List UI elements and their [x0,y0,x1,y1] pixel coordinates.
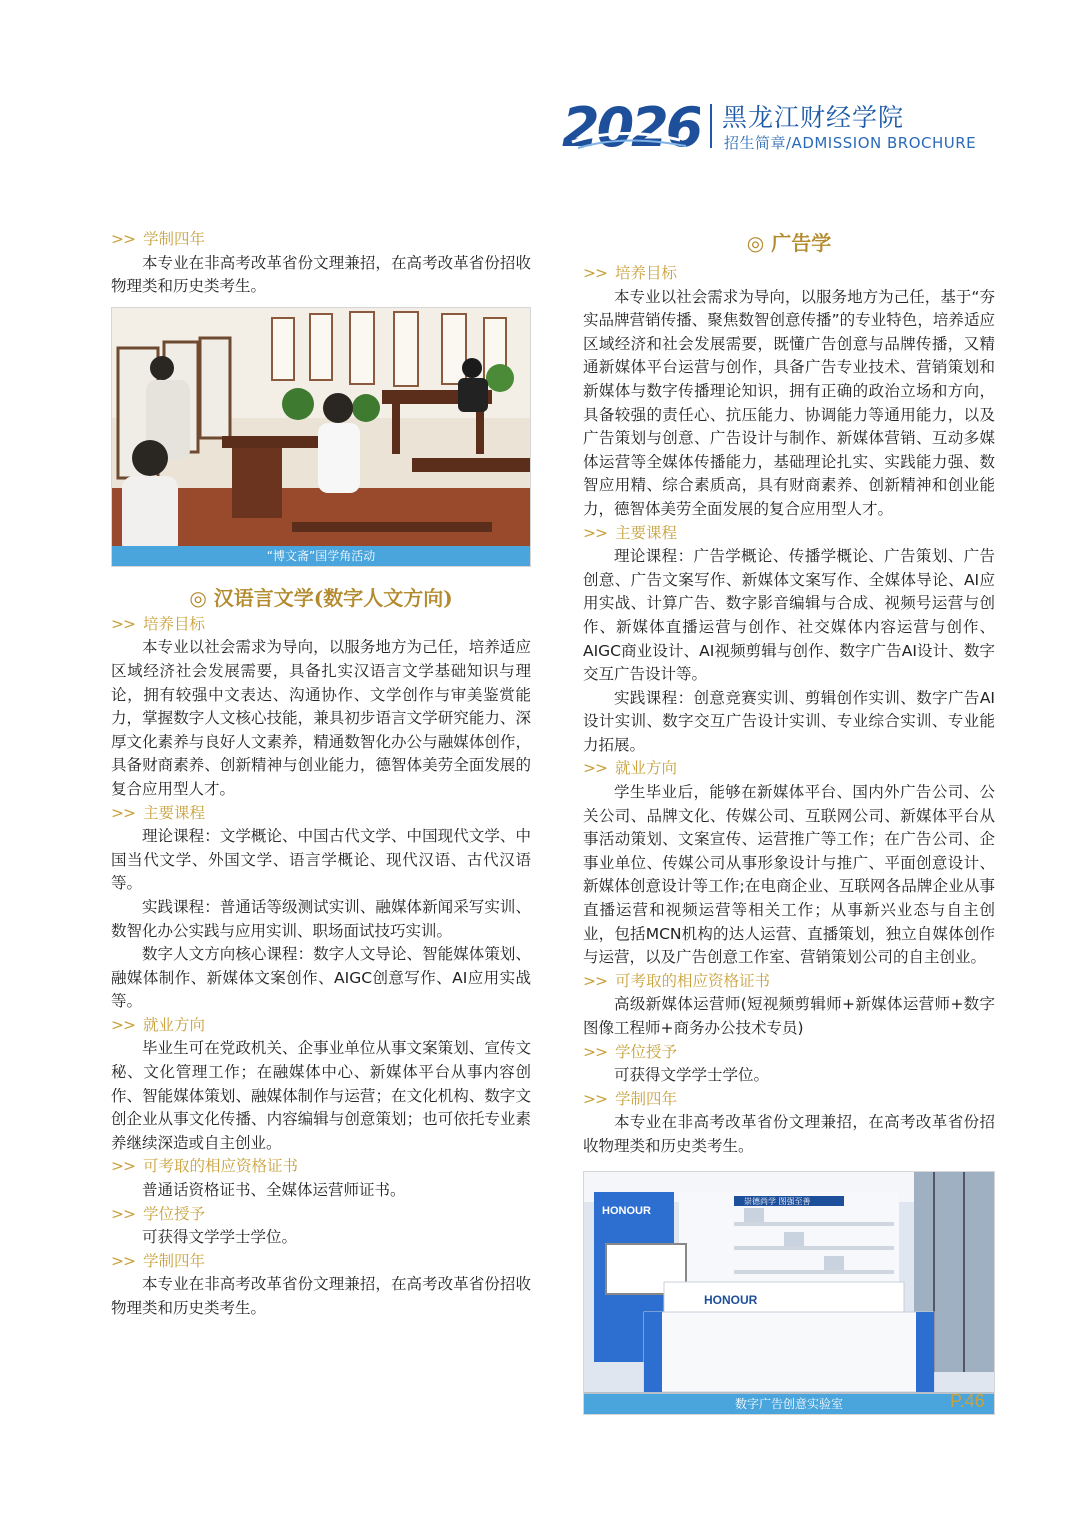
left-section-2 [111,802,531,1014]
section-heading: >> 可考取的相应资格证书 [111,1157,298,1176]
chevron-right-icon: >> [111,230,135,248]
major-title: ◎ 广告学 [746,231,832,255]
left-column [111,228,531,1321]
left-section-6 [111,1250,531,1321]
chevron-right-icon: >> [583,1089,607,1108]
header-divider [710,104,712,148]
paragraph: 本专业以社会需求为导向，以服务地方为己任，培养适应区域经济社会发展需要，具备扎实汉语言文学基础知识与理论，拥有较强中文表达、沟通协作、文学创作与审美鉴赏能力，掌握数字人文核心技能，兼具初步语言文学研究能力、深厚文化素养与良好人文素养，精通数智化办公与融媒体创作，具备财商素养、创新精神与创业能力，德智体美劳全面发展的复合应用型人才。 [111,638,531,798]
right-column [583,228,995,1415]
wall-motto: 崇德尚学 图强至善 [744,1196,811,1206]
section-heading: >> 学制四年 [583,1089,677,1108]
school-name: 黑龙江财经学院 [722,103,905,132]
section-heading: >> 培养目标 [111,614,205,633]
year-text: 2026 [562,96,700,156]
right-section-3 [583,757,995,969]
lab-photo [583,1171,995,1415]
right-section-2 [583,522,995,758]
paragraph: 实践课程：创意竞赛实训、剪辑创作实训、数字广告AI设计实训、数字交互广告设计实训、专业综合实训、专业能力拓展。 [583,688,995,754]
section-heading: >> 主要课程 [583,523,677,542]
paragraph: 可获得文学学士学位。 [142,1228,298,1247]
section-heading: >> 就业方向 [111,1015,205,1034]
paragraph: 数字人文方向核心课程：数字人文导论、智能媒体策划、融媒体制作、新媒体文案创作、AIGC创意写作、AI应用实战等。 [111,945,531,1011]
paragraph: 可获得文学学士学位。 [614,1066,770,1085]
paragraph: 本专业在非高考改革省份文理兼招，在高考改革省份招收物理类和历史类考生。 [111,253,531,296]
chevron-right-icon: >> [111,614,135,633]
section-heading: >> 就业方向 [583,759,677,778]
wall-brand: HONOUR [602,1204,651,1217]
chevron-right-icon: >> [111,803,135,822]
paragraph: 本专业以社会需求为导向，以服务地方为己任，基于“夯实品牌营销传播、聚焦数智创意传播”的专业特色，培养适应区域经济和社会发展需要，既懂广告创意与品牌传播，又精通新媒体平台运营与创作，具备广告专业技术、营销策划和新媒体与数字传播理论知识，拥有正确的政治立场和方向，具备较强的责任心、抗压能力、协调能力等通用能力，以及广告策划与创意、广告设计与制作、新媒体营销、互动多媒体运营等全媒体传播能力，基础理论扎实、实践能力强、数智应用精、综合素质高，具有财商素养、创新精神和创业能力，德智体美劳全面发展的复合应用型人才。 [583,287,995,518]
photo-caption: 数字广告创意实验室 [584,1394,994,1414]
left-section-5 [111,1203,531,1250]
left-section-4 [111,1155,531,1202]
paragraph: 学生毕业后，能够在新媒体平台、国内外广告公司、公关公司、品牌文化、传媒公司、互联网公司、新媒体平台从事活动策划、文案宣传、运营推广等工作；在广告公司、企事业单位、传媒公司从事形象设计与推广、平面创意设计、新媒体创意设计等工作;在电商企业、互联网各品牌企业从事直播运营和视频运营等相关工作；从事新兴业态与自主创业，包括MCN机构的达人运营、直播策划，独立自媒体创作与运营，以及广告创意工作室、营销策划公司的自主创业。 [583,783,995,967]
paragraph: 理论课程：文学概论、中国古代文学、中国现代文学、中国当代文学、外国文学、语言学概论、现代汉语、古代汉语等。 [111,827,531,893]
classroom-photo [111,307,531,567]
paragraph: 本专业在非高考改革省份文理兼招，在高考改革省份招收物理类和历史类考生。 [111,1275,531,1317]
chevron-right-icon: >> [583,971,607,990]
paragraph: 实践课程：普通话等级测试实训、融媒体新闻采写实训、数智化办公实践与应用实训、职场面试技巧实训。 [111,897,531,940]
chevron-right-icon: >> [583,759,607,778]
right-section-6 [583,1088,995,1159]
photo-caption: “博文斋”国学角活动 [112,546,530,566]
right-section-4 [583,970,995,1041]
major-title: ◎ 汉语言文学(数字人文方向) [189,585,453,610]
year-logo [560,96,700,156]
chevron-right-icon: >> [111,1015,135,1034]
chevron-right-icon: >> [583,264,607,282]
chevron-right-icon: >> [111,1204,135,1223]
chevron-right-icon: >> [111,1251,135,1270]
page-number: P.46 [950,1391,985,1411]
desk-brand: HONOUR [704,1292,758,1307]
chevron-right-icon: >> [111,1157,135,1176]
section-heading: >> 可考取的相应资格证书 [583,971,770,990]
chevron-right-icon: >> [583,523,607,542]
paragraph: 高级新媒体运营师(短视频剪辑师+新媒体运营师+数字图像工程师+商务办公技术专员) [583,995,995,1037]
section-heading: >> 培养目标 [583,264,677,282]
left-section-3 [111,1014,531,1156]
section-heading: >> 学制四年 [111,230,205,248]
brochure-subtitle: 招生简章/ADMISSION BROCHURE [724,134,977,152]
chevron-right-icon: >> [583,1042,607,1061]
paragraph: 本专业在非高考改革省份文理兼招，在高考改革省份招收物理类和历史类考生。 [583,1113,995,1155]
paragraph: 普通话资格证书、全媒体运营师证书。 [142,1181,406,1200]
right-section-1 [583,262,995,522]
paragraph: 理论课程：广告学概论、传播学概论、广告策划、广告创意、广告文案写作、新媒体文案写作、全媒体导论、AI应用实战、计算广告、数字影音编辑与合成、视频号运营与创作、新媒体直播运营与创作、社交媒体内容运营与创作、AIGC商业设计、AI视频剪辑与创作、数字广告AI设计、数字交互广告设计等。 [583,547,995,684]
paragraph: 毕业生可在党政机关、企事业单位从事文案策划、宣传文秘、文化管理工作；在融媒体中心、新媒体平台从事内容创作、智能媒体策划、融媒体制作与运营；在文化机构、数字文创企业从事文化传播、内容编辑与创意策划；也可依托专业素养继续深造或自主创业。 [111,1039,531,1152]
right-section-5 [583,1041,995,1088]
section-heading: >> 学位授予 [583,1042,677,1061]
section-heading: >> 主要课程 [111,803,205,822]
section-heading: >> 学制四年 [111,1251,205,1270]
section-heading: >> 学位授予 [111,1204,205,1223]
left-section-1 [111,613,531,802]
